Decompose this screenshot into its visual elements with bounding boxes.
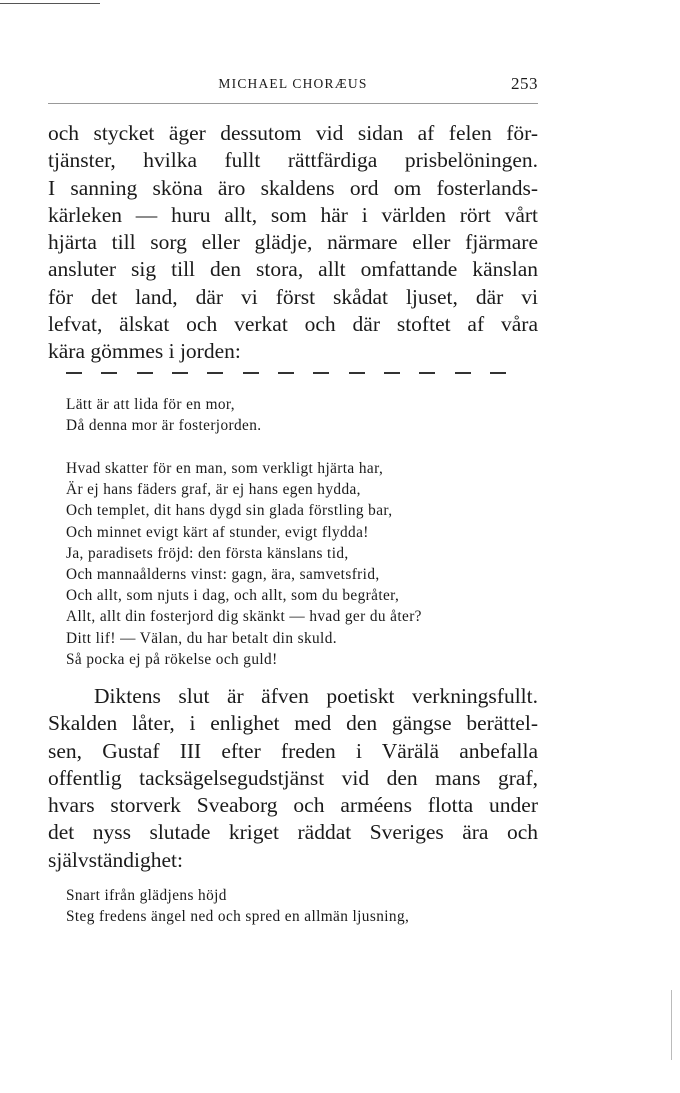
dash xyxy=(137,372,153,374)
verse-stanza-2 xyxy=(66,458,536,670)
header-rule xyxy=(48,103,538,104)
dash xyxy=(278,372,294,374)
text-line: hjärta till sorg eller glädje, närmare eller fjärmare xyxy=(48,230,538,255)
verse-line: Hvad skatter för en man, som verkligt hjärta har, xyxy=(66,460,384,477)
verse-omission-dashes xyxy=(66,372,506,374)
text-line: I sanning sköna äro skaldens ord om fosterlands- xyxy=(48,175,538,200)
verse-line: Ditt lif! — Välan, du har betalt din skuld. xyxy=(66,629,337,647)
dash xyxy=(101,372,117,374)
text-line: för det land, där vi först skådat ljuset, där vi xyxy=(48,284,538,309)
verse-line: Snart ifrån glädjens höjd xyxy=(66,887,227,904)
text-line: det nyss slutade kriget räddat Sveriges ära och xyxy=(48,820,538,845)
verse-line: Och allt, som njuts i dag, och allt, som du begråter, xyxy=(66,587,400,605)
verse-line: Och mannaålderns vinst: gagn, ära, samvetsfrid, xyxy=(66,566,380,584)
text-line: kära gömmes i jorden: xyxy=(48,339,241,364)
text-line: Skalden låter, i enlighet med den gängse berättel- xyxy=(48,711,538,736)
page-number: 253 xyxy=(511,74,538,93)
paragraph-1 xyxy=(48,120,538,366)
text-line: tjänster, hvilka fullt rättfärdiga prisbelöningen. xyxy=(48,148,538,173)
verse-stanza-3 xyxy=(66,885,536,927)
verse-line: Ja, paradisets fröjd: den första känslans tid, xyxy=(66,544,349,562)
page-header xyxy=(48,76,538,98)
text-line: sen, Gustaf III efter freden i Värälä anbefalla xyxy=(48,738,538,763)
verse-line: Steg fredens ängel ned och spred en allmän ljusning, xyxy=(66,908,410,926)
verse-line: Och minnet evigt kärt af stunder, evigt flydda! xyxy=(66,523,369,541)
dash xyxy=(313,372,329,374)
verse-line: Så pocka ej på rökelse och guld! xyxy=(66,650,278,668)
text-line: Diktens slut är äfven poetiskt verkningsfullt. xyxy=(94,684,538,708)
text-line: offentlig tacksägelsegudstjänst vid den mans graf, xyxy=(48,765,538,790)
verse-stanza-1 xyxy=(66,394,536,436)
dash xyxy=(207,372,223,374)
paragraph-2 xyxy=(48,683,538,874)
dash xyxy=(384,372,400,374)
dash xyxy=(419,372,435,374)
top-edge-rule xyxy=(0,3,100,4)
text-line: kärleken — huru allt, som här i världen rört vårt xyxy=(48,202,538,227)
dash xyxy=(243,372,259,374)
dash xyxy=(490,372,506,374)
text-line: ansluter sig till den stora, allt omfattande känslan xyxy=(48,257,538,282)
verse-line: Då denna mor är fosterjorden. xyxy=(66,417,262,435)
verse-line: Lätt är att lida för en mor, xyxy=(66,396,236,413)
verse-line: Allt, allt din fosterjord dig skänkt — hvad ger du åter? xyxy=(66,608,422,626)
dash xyxy=(455,372,471,374)
verse-line: Och templet, dit hans dygd sin glada förstling bar, xyxy=(66,502,393,520)
dash xyxy=(66,372,82,374)
text-line: lefvat, älskat och verkat och där stoftet af våra xyxy=(48,312,538,337)
text-line: hvars storverk Sveaborg och arméens flotta under xyxy=(48,793,538,818)
text-line: självständighet: xyxy=(48,847,183,872)
running-head: MICHAEL CHORÆUS xyxy=(218,76,368,91)
verse-line: Är ej hans fäders graf, är ej hans egen hydda, xyxy=(66,481,361,499)
text-line: och stycket äger dessutom vid sidan af felen för- xyxy=(48,121,538,145)
page-edge-mark xyxy=(671,990,672,1060)
dash xyxy=(172,372,188,374)
dash xyxy=(349,372,365,374)
